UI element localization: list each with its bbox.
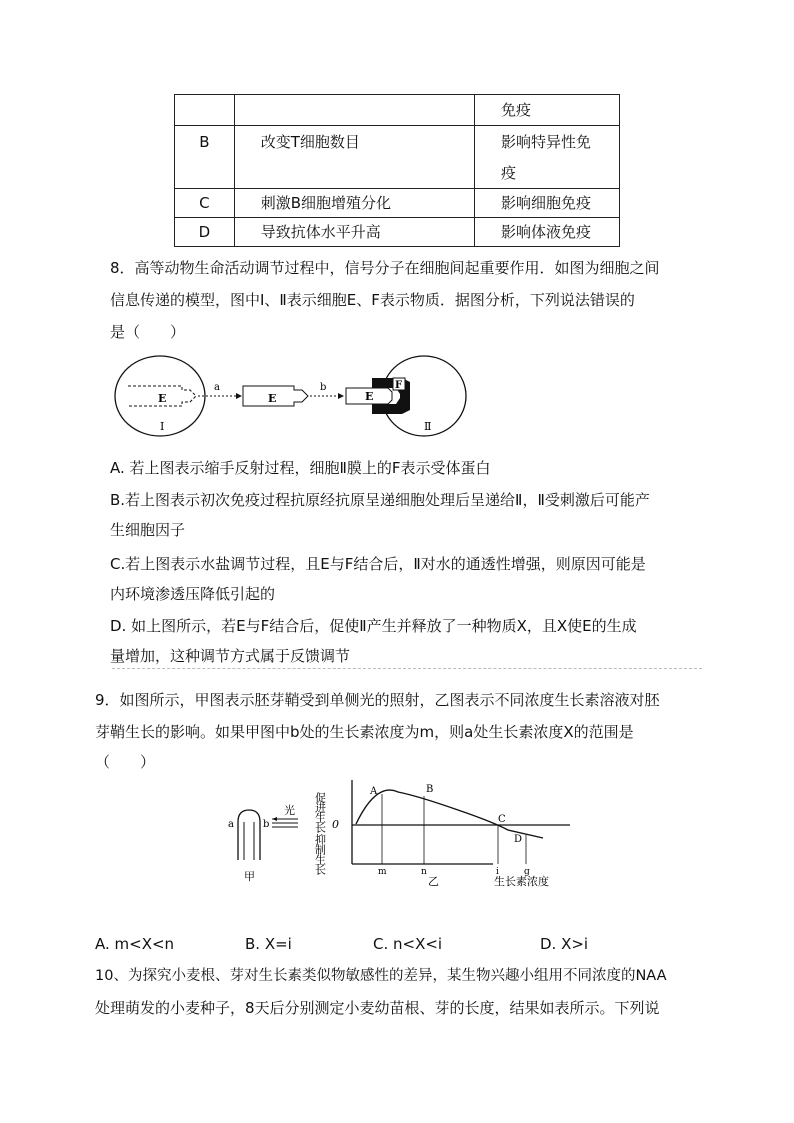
point-d-label: D [514,834,523,845]
table-row [175,218,620,247]
a-side-label: a [228,819,234,830]
table-row [175,95,620,126]
table-row [175,126,620,189]
b-label: b [320,382,327,393]
tick-i: i [496,867,499,877]
answer-table [174,94,620,247]
jia-label: 甲 [244,870,255,883]
f-label: F [395,380,403,391]
q8-option-d: D. 如上图所示，若E与F结合后，促使Ⅱ产生并释放了一种物质X，且X使E的生成 [110,617,637,635]
y-label-inhibit: 抑制生长 [313,834,327,874]
q8-option-c: C.若上图表示水盐调节过程，且E与F结合后，Ⅱ对水的通透性增强，则原因可能是 [110,555,646,573]
table-cell: 刺激B细胞增殖分化 [234,189,474,218]
q9-stem-line: 芽鞘生长的影响。如果甲图中b处的生长素浓度为m，则a处生长素浓度X的范围是 [95,723,634,741]
q8-stem-line: 8．高等动物生命活动调节过程中，信号分子在细胞间起重要作用．如图为细胞之间 [110,259,660,277]
yi-label: 乙 [428,875,439,888]
table-cell: B [175,126,235,189]
a-label: a [214,382,220,393]
table-cell: 影响体液免疫 [474,218,619,247]
coleoptile-figure [222,800,312,885]
q8-option-a: A. 若上图表示缩手反射过程，细胞Ⅱ膜上的F表示受体蛋白 [110,459,491,477]
e-label-1: E [158,392,167,405]
table-cell: 改变T细胞数目 [234,126,474,189]
e-label-2: E [268,392,277,405]
q9-option-d: D. X>i [540,935,589,953]
q10-stem-line: 处理萌发的小麦种子，8天后分别测定小麦幼苗根、芽的长度，结果如表所示。下列说 [95,999,660,1017]
b-side-label: b [263,819,270,830]
q8-option-b: B.若上图表示初次免疫过程抗原经抗原呈递细胞处理后呈递给Ⅱ，Ⅱ受刺激后可能产 [110,491,650,509]
tick-g: g [524,867,530,877]
y-zero-label: 0 [332,818,339,831]
arrowhead-b [338,393,344,399]
q8-option-d-cont: 量增加，这种调节方式属于反馈调节 [110,647,351,665]
q9-stem-line: （ ） [95,753,156,771]
response-curve [356,790,543,838]
light-arrowhead [272,817,277,821]
cell-2-label: Ⅱ [424,420,432,433]
tick-m: m [378,867,387,877]
q8-option-c-cont: 内环境渗透压降低引起的 [110,585,276,603]
point-b-label: B [426,784,434,795]
q8-cell-signal-figure [110,350,470,440]
table-cell: D [175,218,235,247]
q8-stem-line: 是（ ） [110,323,186,341]
light-label: 光 [284,804,295,817]
q9-option-c: C. n<X<i [373,935,443,953]
table-cell [234,95,474,126]
table-cell: 免疫 [474,95,619,126]
auxin-response-chart [313,772,588,888]
q9-option-b: B. X=i [245,935,292,953]
section-divider [112,668,702,669]
table-cell: 影响细胞免疫 [474,189,619,218]
x-axis-label: 生长素浓度 [494,875,549,888]
y-label-promote: 促进生长 [313,792,327,832]
q10-stem-line: 10、为探究小麦根、芽对生长素类似物敏感性的差异，某生物兴趣小组用不同浓度的NAA [95,968,667,984]
table-cell: 导致抗体水平升高 [234,218,474,247]
table-cell: 影响特异性免 疫 [474,126,619,189]
e-label-3: E [365,390,374,403]
q8-option-b-cont: 生细胞因子 [110,521,186,539]
coleoptile-outline [238,810,260,860]
arrowhead-a [236,393,242,399]
q9-option-a: A. m<X<n [95,935,175,953]
point-a-label: A [370,786,378,797]
table-cell: C [175,189,235,218]
table-row [175,189,620,218]
q9-stem-line: 9．如图所示，甲图表示胚芽鞘受到单侧光的照射，乙图表示不同浓度生长素溶液对胚 [95,691,660,709]
q8-stem-line: 信息传递的模型，图中Ⅰ、Ⅱ表示细胞E、F表示物质．据图分析，下列说法错误的 [110,291,635,309]
table-cell [175,95,235,126]
point-c-label: C [498,814,506,825]
tick-n: n [421,867,427,877]
cell-1-label: Ⅰ [160,420,165,433]
